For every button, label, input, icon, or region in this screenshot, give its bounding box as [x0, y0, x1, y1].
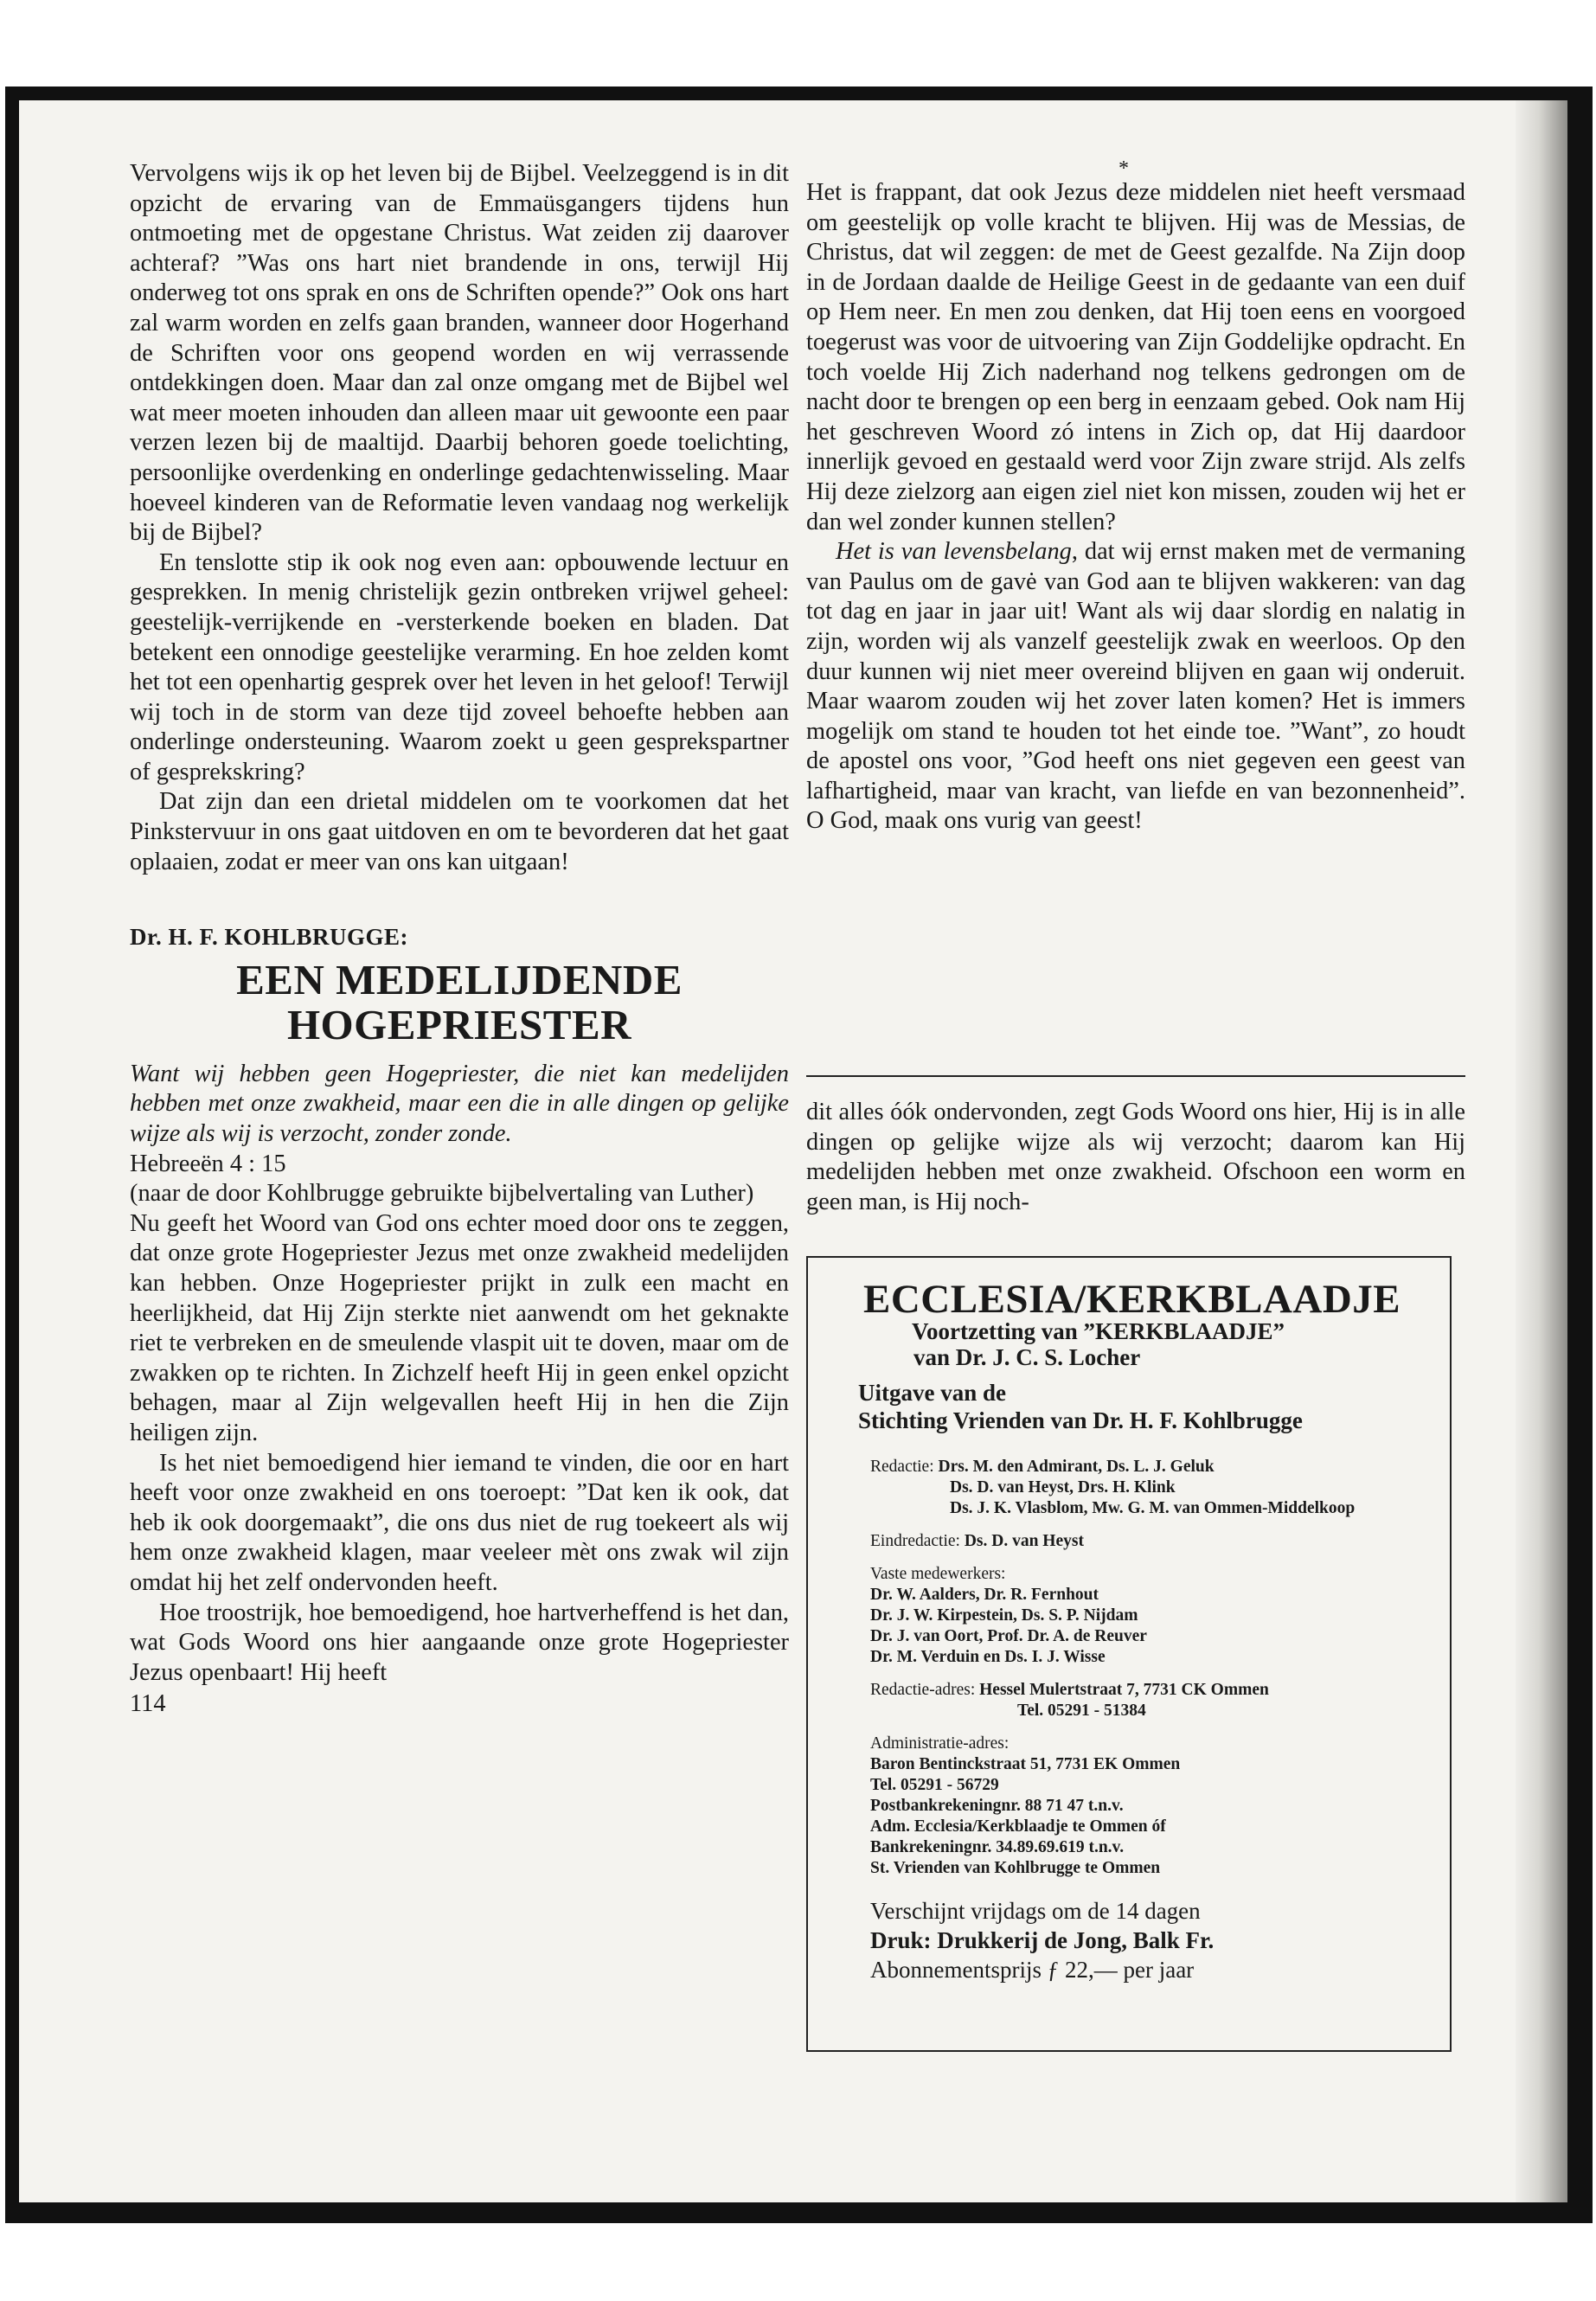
column-divider-rule	[806, 1075, 1465, 1077]
printer-line: Druk: Drukkerij de Jong, Balk Fr.	[870, 1927, 1215, 1953]
paragraph-ondervonden: dit alles óók ondervonden, zegt Gods Woord ons hier, Hij is in alle dingen op gelijke wijze als wij verzocht; daarom kan Hij medelijden hebben met onze zwakheid. Ofschoon een worm en geen man, is Hij noch-	[806, 1099, 1465, 1215]
colophon-publisher	[858, 1379, 1450, 1434]
medewerkers-line-3: Dr. J. van Oort, Prof. Dr. A. de Reuver	[870, 1627, 1147, 1645]
paragraph-moed: Nu geeft het Woord van God ons echter moed door ons te zeggen, dat onze grote Hogepriester Jezus met onze zwakheid medelijden kan hebben. Onze Hogepriester prijkt in zulk een macht en heerlijkheid, dat Hij Zijn sterkte niet aanwendt om het geknakte riet te verbreken en de smeulende vlaspit uit te doven, maar om de zwakken op te richten. In Zichzelf heeft Hij in geen enkel opzicht behagen, maar al Zijn welgevallen heeft Hij in hen die Zijn heiligen zijn.	[130, 1209, 789, 1446]
administratie-line-1: Baron Bentinckstraat 51, 7731 EK Ommen	[870, 1755, 1181, 1773]
page-number: 114	[130, 1690, 166, 1718]
medewerkers-label: Vaste medewerkers:	[870, 1565, 1006, 1583]
translation-note: (naar de door Kohlbrugge gebruikte bijbelvertaling van Luther)	[130, 1180, 754, 1208]
levensbelang-text: , dat wij ernst maken met de vermaning van Paulus om de gavė van God aan te blijven wakkeren: van dag tot dag en jaar in jaar uit! Want als wij daar slordig en nalatig in zijn, worden wij als vanzelf geestelijk zwak en weerloos. Op den duur kunnen wij niet meer overeind blijven en gaan wij onderuit. Maar waarom zouden wij het zover laten komen? Het is immers mogelijk om stand te houden tot het einde toe. ”Want”, zo houdt de apostel ons voor, ”God heeft ons niet gegeven een geest van lafhartigheid, maar van kracht, van liefde en van bezonnenheid”. O God, maak ons vurig van geest!	[806, 538, 1465, 835]
publisher-line-2: Stichting Vrienden van Dr. H. F. Kohlbrugge	[858, 1407, 1303, 1433]
article-intro: Want wij hebben geen Hogepriester, die niet kan medelijden hebben met onze zwakheid, maar een die in alle dingen op gelijke wijze als wij is verzocht, zonder zonde.	[130, 1060, 789, 1148]
section-separator-star: *	[1118, 157, 1129, 180]
paragraph-drietal: Dat zijn dan een drietal middelen om te voorkomen dat het Pinkstervuur in ons gaat uitdoven en om te bevorderen dat het gaat oplaaien, zodat er meer van ons kan uitgaan!	[130, 788, 789, 875]
colophon-title: ECCLESIA/KERKBLAADJE	[863, 1277, 1401, 1322]
paragraph-troostrijk: Hoe troostrijk, hoe bemoedigend, hoe hartverheffend is het dan, wat Gods Woord ons hier aangaande onze grote Hogepriester Jezus openbaart! Hij heeft	[130, 1599, 789, 1686]
eindredactie-label: Eindredactie:	[870, 1532, 960, 1550]
magazine-page	[19, 100, 1567, 2202]
redactie-line-1: Drs. M. den Admirant, Ds. L. J. Geluk	[938, 1458, 1215, 1476]
redactie-line-3: Ds. J. K. Vlasblom, Mw. G. M. van Ommen-Middelkoop	[950, 1499, 1356, 1517]
redactie-adres: Hessel Mulertstraat 7, 7731 CK Ommen	[979, 1681, 1269, 1699]
paragraph-bemoedigend: Is het niet bemoedigend hier iemand te vinden, die oor en hart heeft voor onze zwakheid en ons toeroept: ”Dat ken ik ook, dat heb ik ook doorgemaakt”, die ons dus niet de rug toekeert als wij hem onze zwakheid klagen, maar veeleer mèt ons zwak wil zijn omdat hij het zelf ondervonden heeft.	[130, 1449, 789, 1596]
right-column-continuation	[806, 1098, 1465, 1217]
administratie-line-2: Tel. 05291 - 56729	[870, 1776, 999, 1794]
colophon-footer	[870, 1896, 1450, 1984]
medewerkers-line-2: Dr. J. W. Kirpestein, Ds. S. P. Nijdam	[870, 1606, 1138, 1625]
redactie-adres-block	[870, 1680, 1450, 1721]
publication-schedule: Verschijnt vrijdags om de 14 dagen	[870, 1898, 1201, 1924]
paragraph-lectuur: En tenslotte stip ik ook nog even aan: opbouwende lectuur en gesprekken. In menig christelijk gezin ontbreken vrijwel geheel: geestelijk-verrijkende en -versterkende boeken en bladen. Dat betekent een onnodige geestelijke verarming. En hoe zelden komt het tot een openhartig gesprek over het leven in het geloof! Terwijl wij toch in de storm van deze tijd zoveel behoefte hebben aan onderlinge ondersteuning. Waarom zoekt u geen gesprekspartner of gesprekskring?	[130, 548, 789, 785]
colophon-founder: van Dr. J. C. S. Locher	[913, 1344, 1141, 1370]
scripture-reference: Hebreeën 4 : 15	[130, 1150, 286, 1177]
subscription-price: Abonnementsprijs ƒ 22,— per jaar	[870, 1957, 1195, 1983]
administratie-line-6: St. Vrienden van Kohlbrugge te Ommen	[870, 1859, 1161, 1877]
paragraph-jezus: Het is frappant, dat ook Jezus deze middelen niet heeft versmaad om geestelijk op volle kracht te blijven. Hij was de Messias, de Christus, dat wil zeggen: de met de Geest gezalfde. Na Zijn doop in de Jordaan daalde de Heilige Geest in de gedaante van een duif op Hem neer. En men zou denken, dat Hij toen eens en voorgoed toegerust was voor de uitvoering van Zijn Goddelijke opdracht. En toch voelde Hij Zich naderhand nog telkens gedrongen om de nacht door te brengen op een berg in eenzaam gebed. Ook nam Hij het geschreven Woord zó intens in Zich op, dat Hij daardoor innerlijk gevoed en gestaald werd voor Zijn zware strijd. Als zelfs Hij deze zielzorg aan eigen ziel niet kon missen, zouden wij het er dan wel zonder kunnen stellen?	[806, 179, 1465, 535]
administratie-line-5: Bankrekeningnr. 34.89.69.619 t.n.v.	[870, 1838, 1125, 1856]
colophon-box	[806, 1256, 1452, 2052]
right-column	[806, 159, 1465, 836]
redactie-block	[870, 1457, 1450, 1519]
administratie-line-4: Adm. Ecclesia/Kerkblaadje te Ommen óf	[870, 1817, 1166, 1836]
redactie-line-2: Ds. D. van Heyst, Drs. H. Klink	[950, 1478, 1176, 1497]
colophon-continuation: Voortzetting van ”KERKBLAADJE”	[912, 1318, 1285, 1344]
redactie-label: Redactie:	[870, 1458, 934, 1476]
publisher-line-1: Uitgave van de	[858, 1380, 1006, 1406]
medewerkers-block	[870, 1564, 1450, 1668]
medewerkers-line-4: Dr. M. Verduin en Ds. I. J. Wisse	[870, 1648, 1106, 1666]
paragraph-bible	[130, 159, 789, 548]
administratie-block	[870, 1734, 1450, 1879]
administratie-line-3: Postbankrekeningnr. 88 71 47 t.n.v.	[870, 1797, 1124, 1815]
eindredactie-name: Ds. D. van Heyst	[964, 1532, 1084, 1550]
article-author: Dr. H. F. KOHLBRUGGE:	[130, 924, 409, 951]
left-column	[130, 159, 789, 1720]
administratie-label: Administratie-adres:	[870, 1734, 1010, 1753]
paragraph-bible-text: Vervolgens wijs ik op het leven bij de Bijbel. Veelzeggend is in dit opzicht de ervaring van de Emmaüsgangers tijdens hun ontmoeting met de opgestane Christus. Wat zeiden zij daarover achteraf? ”Was ons hart niet brandende in ons, terwijl Hij onderweg tot ons sprak en ons de Schriften opende?” Ook ons hart zal warm worden en zelfs gaan branden, wanneer door Hogerhand de Schriften voor ons geopend worden en wij verrassende ontdekkingen doen. Maar dan zal onze omgang met de Bijbel wel wat meer moeten inhouden dan alleen maar uit gewoonte een paar verzen lezen bij de maaltijd. Daarbij behoren goede toelichting, persoonlijke overdenking en onderlinge gedachtenwisseling. Maar hoeveel kinderen van de Reformatie leven vandaag nog werkelijk bij de Bijbel?	[130, 160, 789, 547]
redactie-telefoon: Tel. 05291 - 51384	[1017, 1702, 1146, 1720]
binding-edge	[1516, 100, 1567, 2202]
article-title: EEN MEDELIJDENDE HOGEPRIESTER	[236, 955, 683, 1048]
levensbelang-emphasis: Het is van levensbelang	[836, 538, 1072, 566]
redactie-adres-label: Redactie-adres:	[870, 1681, 976, 1699]
medewerkers-line-1: Dr. W. Aalders, Dr. R. Fernhout	[870, 1586, 1099, 1604]
eindredactie-block	[870, 1531, 1450, 1552]
paragraph-levensbelang	[806, 537, 1465, 836]
